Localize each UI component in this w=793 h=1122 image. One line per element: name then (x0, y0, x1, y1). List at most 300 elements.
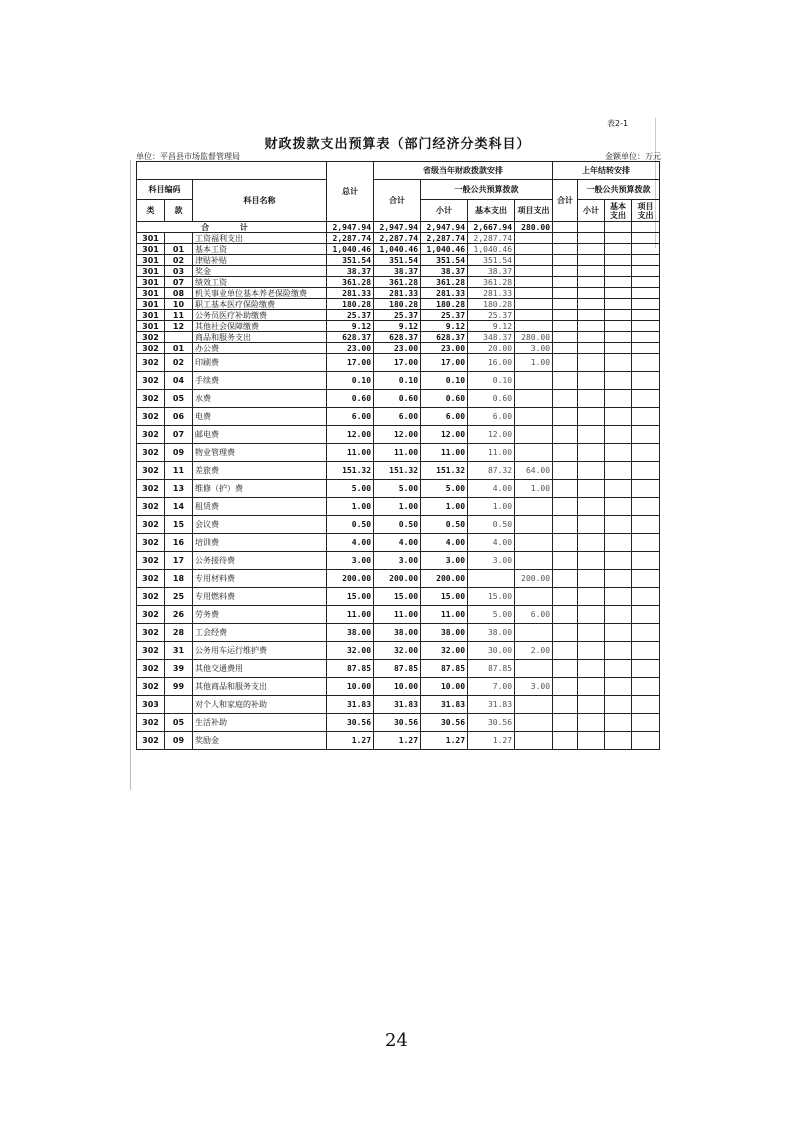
row-carry-sum (553, 277, 578, 288)
row-sum: 32.00 (374, 642, 421, 660)
row-project (515, 426, 553, 444)
row-project (515, 233, 553, 244)
row-carry-basic (605, 714, 632, 732)
row-subject-name: 公务用车运行维护费 (193, 642, 327, 660)
row-sum: 0.60 (374, 390, 421, 408)
row-total: 0.10 (327, 372, 374, 390)
row-carry-subtotal (578, 343, 605, 354)
row-project (515, 321, 553, 332)
row-kuan: 31 (165, 642, 193, 660)
row-kuan: 02 (165, 354, 193, 372)
row-carry-project (632, 299, 660, 310)
row-basic: 12.00 (468, 426, 515, 444)
row-category: 301 (137, 233, 165, 244)
row-subject-name: 商品和服务支出 (193, 332, 327, 343)
row-category: 302 (137, 552, 165, 570)
row-total: 38.00 (327, 624, 374, 642)
row-basic (468, 570, 515, 588)
row-subtotal: 361.28 (421, 277, 468, 288)
row-project: 3.00 (515, 343, 553, 354)
row-subject-name: 维修（护）费 (193, 480, 327, 498)
document-title: 财政拨款支出预算表（部门经济分类科目） (264, 137, 531, 152)
row-total: 0.50 (327, 516, 374, 534)
row-sum: 0.10 (374, 372, 421, 390)
row-kuan: 01 (165, 244, 193, 255)
total-total: 2,947.94 (327, 222, 374, 233)
row-project (515, 714, 553, 732)
row-carry-project (632, 255, 660, 266)
header-sum: 合计 (374, 180, 421, 222)
row-sum: 200.00 (374, 570, 421, 588)
row-subtotal: 5.00 (421, 480, 468, 498)
header-current-year: 省级当年财政拨款安排 (374, 162, 553, 180)
row-subtotal: 87.85 (421, 660, 468, 678)
row-subject-name: 印刷费 (193, 354, 327, 372)
row-subtotal: 4.00 (421, 534, 468, 552)
row-carry-basic (605, 288, 632, 299)
table-row (137, 570, 660, 588)
row-category: 302 (137, 462, 165, 480)
row-total: 628.37 (327, 332, 374, 343)
row-carry-project (632, 354, 660, 372)
row-subject-name: 其他交通费用 (193, 660, 327, 678)
row-total: 12.00 (327, 426, 374, 444)
row-basic: 348.37 (468, 332, 515, 343)
row-carry-basic (605, 552, 632, 570)
row-subject-name: 专用燃料费 (193, 588, 327, 606)
row-project (515, 277, 553, 288)
row-sum: 38.00 (374, 624, 421, 642)
row-carry-subtotal (578, 408, 605, 426)
row-carry-project (632, 498, 660, 516)
total-project: 280.00 (515, 222, 553, 233)
row-total: 1.27 (327, 732, 374, 750)
row-carry-sum (553, 244, 578, 255)
row-category: 302 (137, 606, 165, 624)
row-project (515, 408, 553, 426)
row-kuan: 16 (165, 534, 193, 552)
row-subject-name: 奖金 (193, 266, 327, 277)
total-carry-basic (605, 222, 632, 233)
row-kuan: 07 (165, 277, 193, 288)
table-row (137, 233, 660, 244)
row-sum: 17.00 (374, 354, 421, 372)
row-carry-subtotal (578, 498, 605, 516)
total-subtotal: 2,947.94 (421, 222, 468, 233)
row-project (515, 310, 553, 321)
row-basic: 7.00 (468, 678, 515, 696)
row-subtotal: 17.00 (421, 354, 468, 372)
table-row (137, 390, 660, 408)
row-subject-name: 专用材料费 (193, 570, 327, 588)
row-carry-project (632, 642, 660, 660)
row-total: 6.00 (327, 408, 374, 426)
total-carry-sum (553, 222, 578, 233)
row-carry-basic (605, 266, 632, 277)
row-carry-sum (553, 390, 578, 408)
header-project-expense: 项目支出 (515, 200, 553, 222)
row-subtotal: 2,287.74 (421, 233, 468, 244)
row-kuan: 99 (165, 678, 193, 696)
row-project (515, 624, 553, 642)
row-subject-name: 其他商品和服务支出 (193, 678, 327, 696)
table-row (137, 255, 660, 266)
row-carry-subtotal (578, 552, 605, 570)
row-carry-sum (553, 534, 578, 552)
row-sum: 11.00 (374, 444, 421, 462)
row-carry-subtotal (578, 390, 605, 408)
row-basic: 4.00 (468, 480, 515, 498)
row-carry-basic (605, 332, 632, 343)
row-category: 302 (137, 354, 165, 372)
table-row (137, 277, 660, 288)
row-carry-subtotal (578, 266, 605, 277)
row-basic: 351.54 (468, 255, 515, 266)
row-carry-project (632, 444, 660, 462)
table-id: 表2-1 (607, 119, 629, 128)
row-kuan: 10 (165, 299, 193, 310)
header-category: 类 (137, 200, 165, 222)
left-border-line (130, 160, 131, 790)
row-carry-sum (553, 426, 578, 444)
row-carry-subtotal (578, 444, 605, 462)
row-carry-subtotal (578, 462, 605, 480)
row-carry-project (632, 288, 660, 299)
row-project (515, 552, 553, 570)
total-carry-subtotal (578, 222, 605, 233)
row-subject-name: 物业管理费 (193, 444, 327, 462)
row-total: 4.00 (327, 534, 374, 552)
row-kuan: 39 (165, 660, 193, 678)
row-sum: 38.37 (374, 266, 421, 277)
row-carry-subtotal (578, 624, 605, 642)
row-carry-sum (553, 480, 578, 498)
row-kuan (165, 696, 193, 714)
row-carry-basic (605, 606, 632, 624)
row-subject-name: 公务接待费 (193, 552, 327, 570)
row-category: 301 (137, 277, 165, 288)
row-kuan: 18 (165, 570, 193, 588)
row-carry-basic (605, 426, 632, 444)
row-project (515, 498, 553, 516)
row-carry-basic (605, 480, 632, 498)
row-sum: 1.27 (374, 732, 421, 750)
row-total: 200.00 (327, 570, 374, 588)
row-carry-subtotal (578, 299, 605, 310)
row-subtotal: 32.00 (421, 642, 468, 660)
row-subject-name: 工资福利支出 (193, 233, 327, 244)
table-row (137, 660, 660, 678)
row-basic: 87.32 (468, 462, 515, 480)
row-project: 2.00 (515, 642, 553, 660)
row-subject-name: 手续费 (193, 372, 327, 390)
row-carry-sum (553, 372, 578, 390)
table-row (137, 321, 660, 332)
row-kuan: 03 (165, 266, 193, 277)
row-category: 302 (137, 372, 165, 390)
total-carry-project (632, 222, 660, 233)
row-carry-project (632, 343, 660, 354)
row-carry-basic (605, 732, 632, 750)
row-sum: 628.37 (374, 332, 421, 343)
row-total: 1,040.46 (327, 244, 374, 255)
row-category: 301 (137, 255, 165, 266)
row-subtotal: 15.00 (421, 588, 468, 606)
row-subtotal: 0.60 (421, 390, 468, 408)
row-carry-subtotal (578, 288, 605, 299)
row-carry-subtotal (578, 534, 605, 552)
row-subtotal: 25.37 (421, 310, 468, 321)
row-category: 302 (137, 678, 165, 696)
table-row (137, 408, 660, 426)
total-sum: 2,947.94 (374, 222, 421, 233)
row-project (515, 255, 553, 266)
row-sum: 151.32 (374, 462, 421, 480)
row-subject-name: 对个人和家庭的补助 (193, 696, 327, 714)
row-carry-sum (553, 516, 578, 534)
row-carry-sum (553, 354, 578, 372)
row-kuan: 08 (165, 288, 193, 299)
row-subject-name: 生活补助 (193, 714, 327, 732)
row-kuan: 11 (165, 462, 193, 480)
row-carry-project (632, 570, 660, 588)
row-total: 1.00 (327, 498, 374, 516)
row-carry-project (632, 678, 660, 696)
row-sum: 3.00 (374, 552, 421, 570)
row-sum: 11.00 (374, 606, 421, 624)
row-kuan: 11 (165, 310, 193, 321)
row-category: 302 (137, 642, 165, 660)
row-project (515, 588, 553, 606)
row-carry-project (632, 480, 660, 498)
row-carry-subtotal (578, 332, 605, 343)
row-kuan: 06 (165, 408, 193, 426)
row-kuan: 07 (165, 426, 193, 444)
row-carry-project (632, 462, 660, 480)
row-subject-name: 奖励金 (193, 732, 327, 750)
row-basic: 180.28 (468, 299, 515, 310)
row-subject-name: 工会经费 (193, 624, 327, 642)
row-carry-project (632, 588, 660, 606)
row-subtotal: 11.00 (421, 606, 468, 624)
row-basic: 16.00 (468, 354, 515, 372)
row-carry-subtotal (578, 480, 605, 498)
row-carry-basic (605, 624, 632, 642)
row-total: 87.85 (327, 660, 374, 678)
row-subtotal: 0.50 (421, 516, 468, 534)
row-project: 3.00 (515, 678, 553, 696)
table-row (137, 343, 660, 354)
table-row (137, 480, 660, 498)
row-category: 302 (137, 498, 165, 516)
row-kuan: 01 (165, 343, 193, 354)
row-sum: 31.83 (374, 696, 421, 714)
row-carry-sum (553, 552, 578, 570)
row-carry-sum (553, 408, 578, 426)
row-category: 302 (137, 516, 165, 534)
row-carry-sum (553, 570, 578, 588)
row-kuan: 04 (165, 372, 193, 390)
row-carry-basic (605, 534, 632, 552)
row-subtotal: 9.12 (421, 321, 468, 332)
row-category: 303 (137, 696, 165, 714)
row-project (515, 660, 553, 678)
row-carry-subtotal (578, 732, 605, 750)
row-subject-name: 津贴补贴 (193, 255, 327, 266)
amount-unit-label: 金额单位：万元 (605, 152, 661, 161)
row-carry-project (632, 244, 660, 255)
row-basic: 25.37 (468, 310, 515, 321)
row-sum: 351.54 (374, 255, 421, 266)
row-carry-sum (553, 606, 578, 624)
table-row (137, 372, 660, 390)
row-carry-project (632, 390, 660, 408)
row-carry-basic (605, 570, 632, 588)
row-total: 15.00 (327, 588, 374, 606)
row-subject-name: 电费 (193, 408, 327, 426)
row-carry-sum (553, 343, 578, 354)
table-row (137, 696, 660, 714)
row-total: 25.37 (327, 310, 374, 321)
row-project (515, 444, 553, 462)
row-subtotal: 6.00 (421, 408, 468, 426)
row-carry-sum (553, 624, 578, 642)
row-total: 32.00 (327, 642, 374, 660)
row-carry-basic (605, 321, 632, 332)
table-row (137, 288, 660, 299)
row-sum: 15.00 (374, 588, 421, 606)
row-carry-project (632, 277, 660, 288)
row-sum: 4.00 (374, 534, 421, 552)
row-carry-subtotal (578, 244, 605, 255)
row-category: 302 (137, 714, 165, 732)
header-carry-sum: 合计 (553, 180, 578, 222)
row-subtotal: 151.32 (421, 462, 468, 480)
row-project: 1.00 (515, 480, 553, 498)
row-basic: 2,287.74 (468, 233, 515, 244)
row-kuan: 26 (165, 606, 193, 624)
row-subject-name: 会议费 (193, 516, 327, 534)
row-category: 302 (137, 570, 165, 588)
row-carry-project (632, 310, 660, 321)
row-carry-basic (605, 310, 632, 321)
row-carry-basic (605, 390, 632, 408)
row-sum: 12.00 (374, 426, 421, 444)
row-carry-project (632, 714, 660, 732)
row-basic: 361.28 (468, 277, 515, 288)
row-carry-project (632, 534, 660, 552)
row-project: 280.00 (515, 332, 553, 343)
row-carry-project (632, 624, 660, 642)
row-kuan: 09 (165, 732, 193, 750)
row-kuan: 28 (165, 624, 193, 642)
row-total: 9.12 (327, 321, 374, 332)
row-category: 301 (137, 299, 165, 310)
row-total: 31.83 (327, 696, 374, 714)
row-subtotal: 3.00 (421, 552, 468, 570)
row-subject-name: 办公费 (193, 343, 327, 354)
row-total: 11.00 (327, 444, 374, 462)
table-row (137, 244, 660, 255)
row-carry-basic (605, 244, 632, 255)
row-basic: 38.00 (468, 624, 515, 642)
row-carry-subtotal (578, 678, 605, 696)
row-project (515, 390, 553, 408)
row-total: 17.00 (327, 354, 374, 372)
row-subject-name: 公务员医疗补助缴费 (193, 310, 327, 321)
row-kuan: 05 (165, 714, 193, 732)
row-subject-name: 水费 (193, 390, 327, 408)
header-subject-name: 科目名称 (193, 180, 327, 222)
row-kuan: 17 (165, 552, 193, 570)
row-basic: 0.50 (468, 516, 515, 534)
row-carry-basic (605, 408, 632, 426)
row-carry-basic (605, 678, 632, 696)
row-kuan (165, 233, 193, 244)
row-carry-sum (553, 233, 578, 244)
row-project: 200.00 (515, 570, 553, 588)
row-carry-sum (553, 660, 578, 678)
row-carry-sum (553, 696, 578, 714)
row-carry-basic (605, 660, 632, 678)
row-basic: 1.00 (468, 498, 515, 516)
row-category: 302 (137, 332, 165, 343)
table-row (137, 354, 660, 372)
header-carry-project: 项目支出 (632, 200, 660, 222)
table-row (137, 310, 660, 321)
row-category: 302 (137, 444, 165, 462)
row-total: 351.54 (327, 255, 374, 266)
table-row (137, 714, 660, 732)
row-carry-subtotal (578, 354, 605, 372)
total-basic: 2,667.94 (468, 222, 515, 233)
row-kuan (165, 332, 193, 343)
row-project (515, 534, 553, 552)
row-total: 2,287.74 (327, 233, 374, 244)
row-carry-subtotal (578, 588, 605, 606)
row-project: 6.00 (515, 606, 553, 624)
row-subtotal: 281.33 (421, 288, 468, 299)
row-carry-project (632, 332, 660, 343)
row-project (515, 516, 553, 534)
row-category: 302 (137, 390, 165, 408)
row-category: 301 (137, 310, 165, 321)
row-carry-subtotal (578, 255, 605, 266)
row-category: 302 (137, 660, 165, 678)
row-subtotal: 351.54 (421, 255, 468, 266)
row-basic: 31.83 (468, 696, 515, 714)
row-total: 38.37 (327, 266, 374, 277)
row-basic: 20.00 (468, 343, 515, 354)
table-row (137, 426, 660, 444)
row-project: 1.00 (515, 354, 553, 372)
row-subtotal: 31.83 (421, 696, 468, 714)
row-basic: 0.60 (468, 390, 515, 408)
row-subtotal: 1.00 (421, 498, 468, 516)
row-carry-project (632, 321, 660, 332)
row-sum: 1,040.46 (374, 244, 421, 255)
row-subtotal: 628.37 (421, 332, 468, 343)
row-carry-sum (553, 714, 578, 732)
row-subtotal: 12.00 (421, 426, 468, 444)
row-carry-subtotal (578, 696, 605, 714)
row-carry-basic (605, 354, 632, 372)
table-row (137, 732, 660, 750)
row-basic: 15.00 (468, 588, 515, 606)
row-carry-subtotal (578, 516, 605, 534)
row-total: 10.00 (327, 678, 374, 696)
row-subtotal: 0.10 (421, 372, 468, 390)
